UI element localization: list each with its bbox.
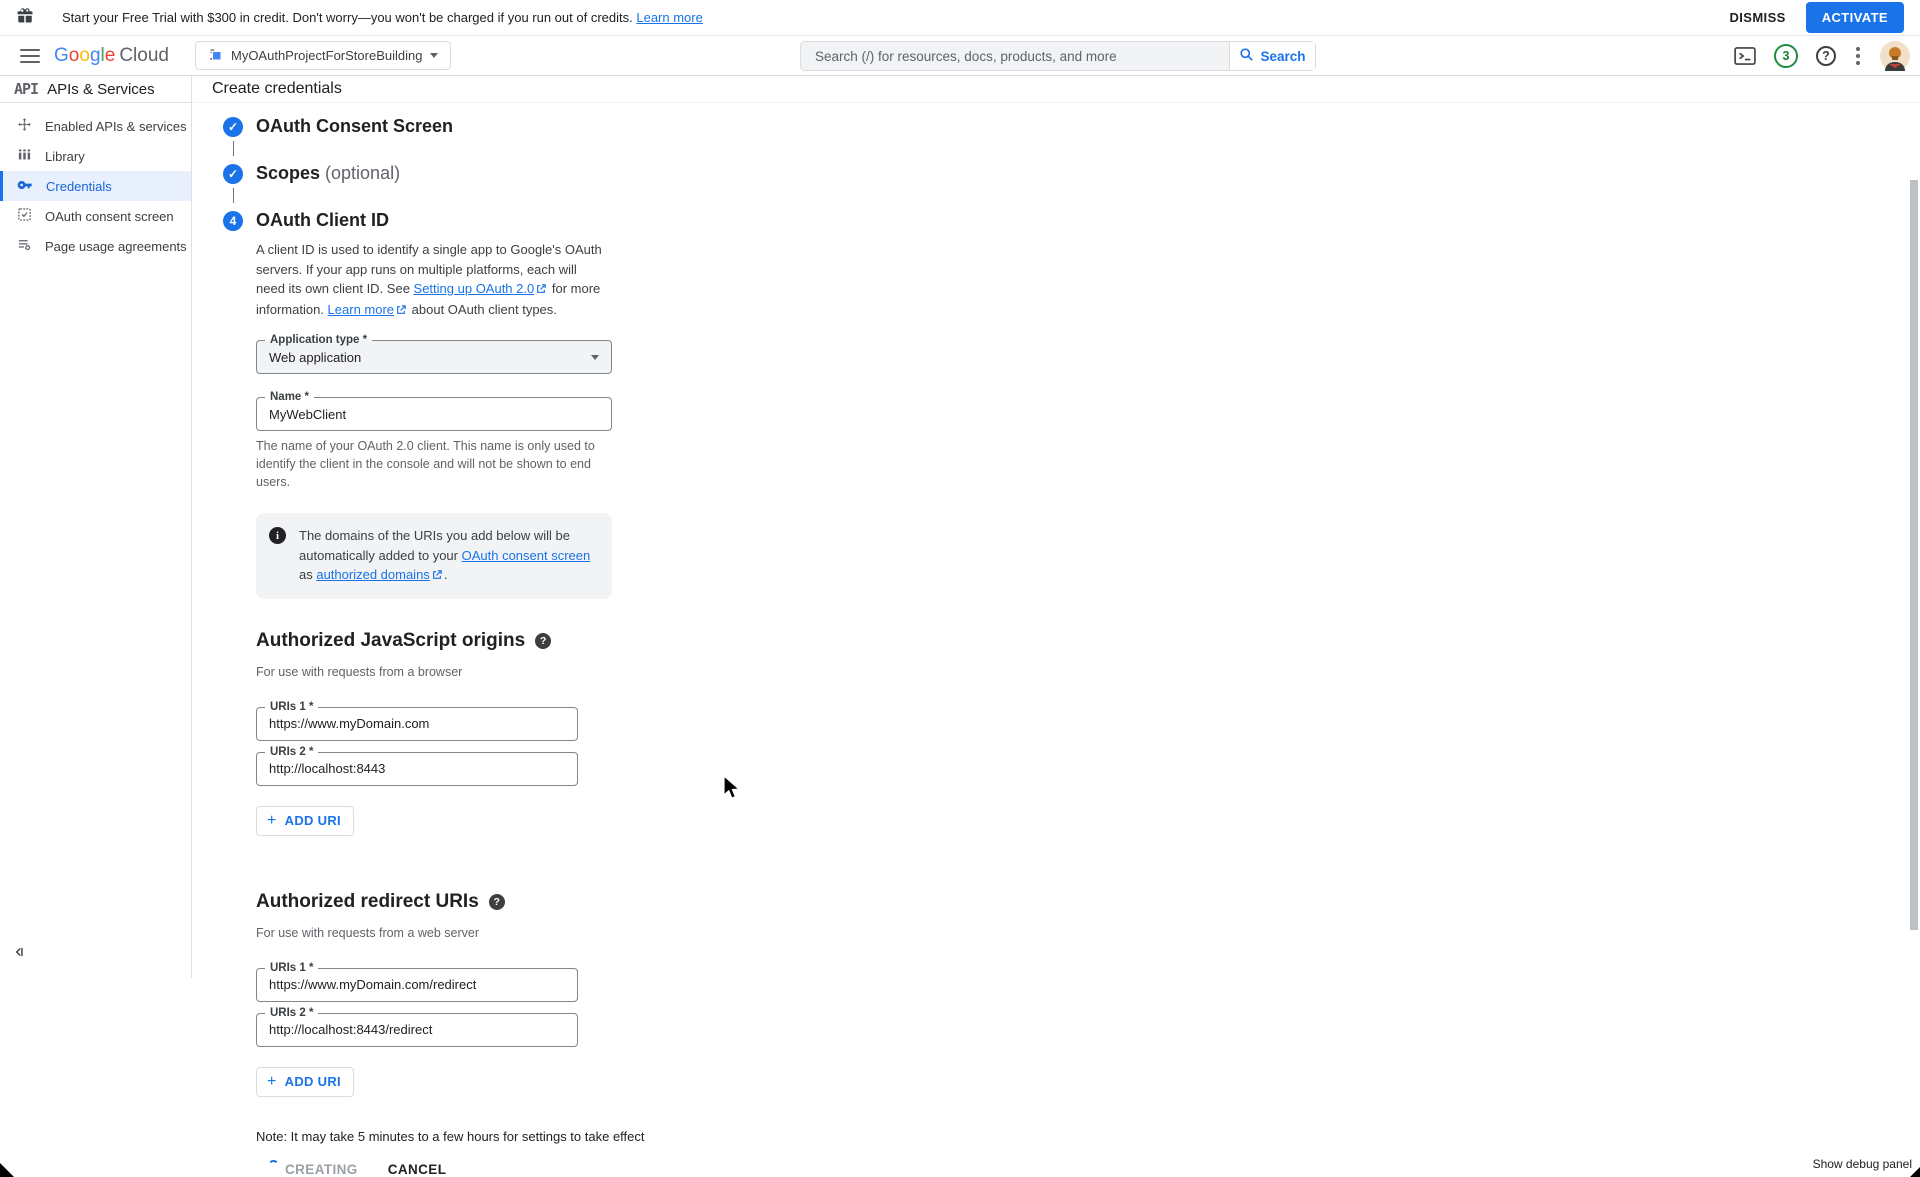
sidebar-item-library[interactable] (0, 141, 191, 171)
js-origin-uri-2-input[interactable] (269, 761, 565, 776)
chevron-down-icon (430, 53, 438, 58)
app-header (0, 36, 1920, 76)
sidebar-item-oauth-consent[interactable] (0, 201, 191, 231)
plus-icon: + (267, 811, 277, 829)
search-icon (1239, 47, 1254, 65)
setting-up-oauth-link[interactable]: Setting up OAuth 2.0 (413, 281, 535, 296)
cancel-button[interactable]: CANCEL (387, 1161, 447, 1177)
client-name-input[interactable] (269, 407, 599, 422)
js-origin-uri-1-input[interactable] (269, 716, 565, 731)
learn-more-link[interactable]: Learn more (327, 301, 395, 317)
add-js-origin-uri-button[interactable]: + ADD URI (256, 806, 354, 836)
check-icon: ✓ (223, 164, 243, 184)
creating-button[interactable]: CREATING (285, 1161, 358, 1177)
corner-fold (1910, 1167, 1920, 1177)
info-icon: i (269, 527, 286, 544)
search-bar (800, 41, 1316, 71)
step-number-badge: 4 (223, 211, 243, 231)
sidebar-item-label: Enabled APIs & services (45, 118, 187, 134)
show-debug-panel-link[interactable]: Show debug panel (1812, 1157, 1912, 1171)
cloud-shell-icon[interactable] (1734, 47, 1756, 65)
redirect-uris-subtext: For use with requests from a web server (256, 925, 479, 940)
sidebar-item-label: OAuth consent screen (45, 208, 174, 224)
client-name-label: Name * (265, 390, 314, 404)
chevron-down-icon (591, 355, 599, 360)
sidebar-item-credentials[interactable] (0, 171, 191, 201)
sidebar-item-label: Credentials (46, 178, 112, 194)
redirect-uri-2-field[interactable]: URIs 2 * http://localhost:8443/redirect (256, 1013, 578, 1047)
redirect-uri-1-input[interactable] (269, 977, 565, 992)
google-cloud-logo[interactable] (54, 45, 169, 67)
project-name: MyOAuthProjectForStoreBuilding (230, 48, 423, 63)
sidebar-header (0, 76, 191, 103)
check-icon: ✓ (223, 117, 243, 137)
step-connector (233, 188, 234, 203)
search-input[interactable] (801, 42, 1229, 70)
help-icon[interactable]: ? (489, 894, 505, 910)
menu-icon[interactable] (20, 49, 40, 63)
external-link-icon (536, 280, 546, 300)
page-title: Create credentials (193, 76, 1920, 103)
application-type-value: Web application (269, 349, 362, 365)
js-origin-uri-1-field[interactable]: URIs 1 * https://www.myDomain.com (256, 707, 578, 741)
js-origin-uri-2-field[interactable]: URIs 2 * http://localhost:8443 (256, 752, 578, 786)
activate-button[interactable]: ACTIVATE (1806, 2, 1904, 33)
external-link-icon (432, 566, 442, 586)
redirect-uri-2-input[interactable] (269, 1022, 565, 1037)
oauth-consent-screen-link[interactable]: OAuth consent screen (461, 547, 591, 563)
add-redirect-uri-button[interactable]: + ADD URI (256, 1067, 354, 1097)
logo-cloud: Cloud (119, 44, 169, 66)
client-name-helper: The name of your OAuth 2.0 client. This name is only used to identify the client in the console and will not be shown to end users. (256, 439, 595, 490)
library-icon (17, 147, 32, 165)
js-origins-heading: Authorized JavaScript origins ? (256, 630, 1920, 652)
banner-message: Start your Free Trial with $300 in credit. Don't worry—you won't be charged if you run out of credits. Learn more (62, 10, 703, 25)
sidebar-item-label: Page usage agreements (45, 238, 187, 254)
step-scopes: ✓ Scopes (optional) (223, 163, 1920, 184)
dismiss-button[interactable]: DISMISS (1729, 10, 1786, 25)
project-selector[interactable] (195, 41, 451, 70)
help-icon[interactable]: ? (535, 633, 551, 649)
client-id-description: A client ID is used to identify a single app to Google's OAuth servers. If your app runs on multiple platforms, each will need its own client ID. See Setting up OAuth 2.0 for more information. Learn more about OAuth client types. (256, 240, 608, 320)
logo-google: Google (54, 44, 116, 66)
client-name-field[interactable] (256, 391, 612, 431)
free-trial-banner (0, 0, 1920, 36)
consent-screen-icon (17, 207, 32, 225)
domains-info-box: i The domains of the URIs you add below will be automatically added to your OAuth consent screen as authorized domains . (256, 513, 612, 599)
loading-spinner-icon (268, 1160, 279, 1171)
sidebar-item-enabled-apis[interactable] (0, 111, 191, 141)
step-oauth-client-id: 4 OAuth Client ID (223, 210, 1920, 231)
redirect-uri-1-field[interactable]: URIs 1 * https://www.myDomain.com/redirect (256, 968, 578, 1002)
help-icon[interactable]: ? (1816, 46, 1836, 66)
step-connector (233, 141, 234, 156)
agreements-icon (17, 237, 32, 255)
plus-icon: + (267, 1072, 277, 1090)
application-type-select[interactable] (256, 334, 612, 374)
collapse-sidebar-icon[interactable] (12, 945, 26, 964)
key-icon (17, 177, 33, 196)
gift-icon (16, 6, 34, 29)
settings-note: Note: It may take 5 minutes to a few hours for settings to take effect (256, 1128, 645, 1144)
authorized-domains-link[interactable]: authorized domains (316, 567, 430, 583)
banner-learn-more-link[interactable]: Learn more (636, 10, 703, 25)
project-icon (208, 47, 223, 65)
step-oauth-consent-screen: ✓ OAuth Consent Screen (223, 116, 1920, 137)
more-options-icon[interactable] (1854, 45, 1862, 67)
notifications-badge[interactable]: 3 (1774, 44, 1798, 68)
external-link-icon (396, 301, 406, 321)
scrollbar[interactable] (1910, 180, 1918, 930)
avatar[interactable] (1880, 41, 1910, 71)
redirect-uris-heading: Authorized redirect URIs ? (256, 891, 1920, 913)
sidebar-item-page-usage[interactable] (0, 231, 191, 261)
sidebar-item-label: Library (45, 148, 85, 164)
api-logo-icon: API (14, 80, 39, 98)
corner-fold (0, 1163, 14, 1177)
enabled-apis-icon (17, 117, 32, 135)
sidebar (0, 76, 192, 978)
js-origins-subtext: For use with requests from a browser (256, 664, 463, 679)
application-type-label: Application type * (265, 333, 372, 347)
search-button[interactable]: Search (1229, 42, 1315, 70)
sidebar-title: APIs & Services (47, 80, 155, 98)
